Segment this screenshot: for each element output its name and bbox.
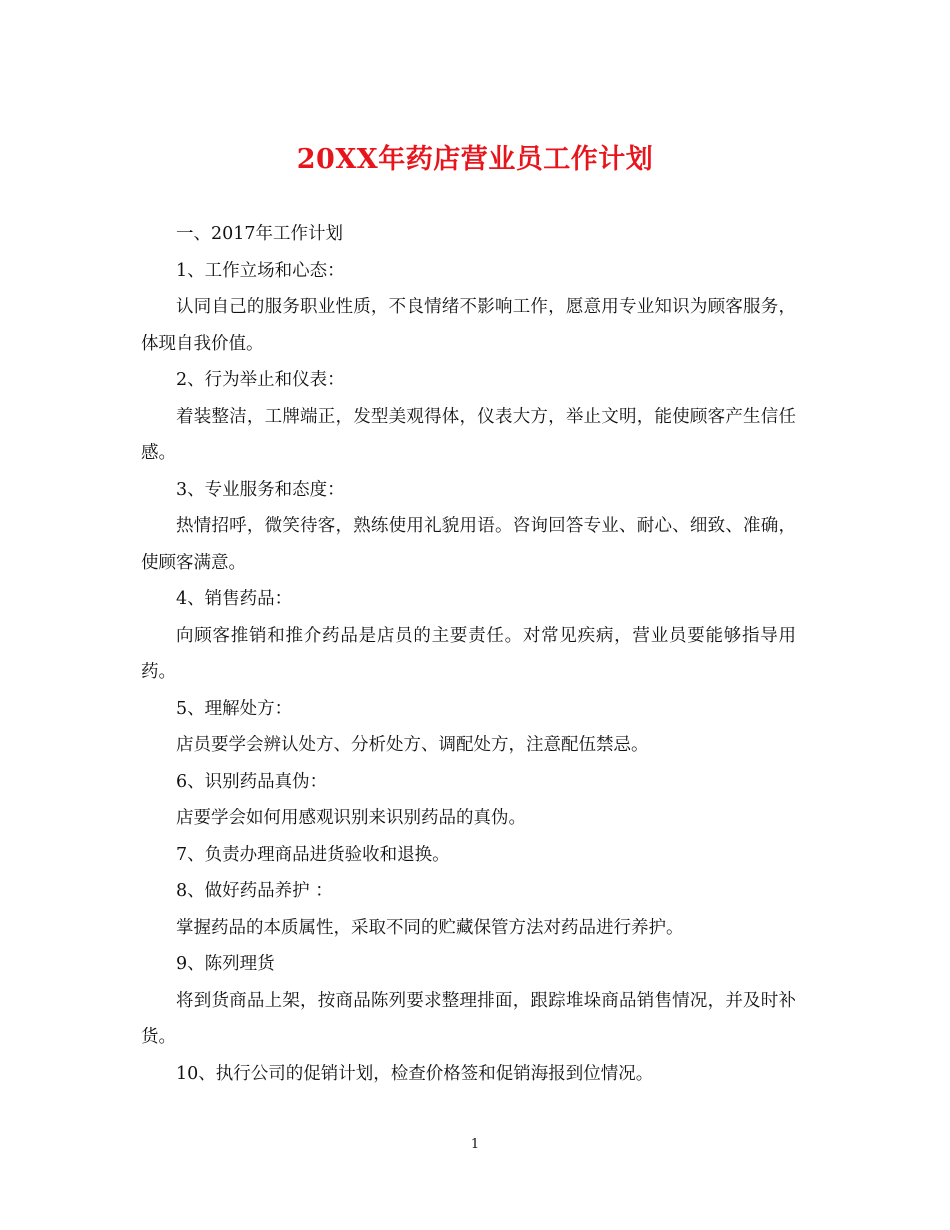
item-text: 热情招呼，微笑待客，熟练使用礼貌用语。咨询回答专业、耐心、细致、准确，使顾客满意。	[141, 516, 796, 573]
item-heading: 5、理解处方：	[176, 698, 293, 719]
item-heading: 9、陈列理货	[176, 954, 275, 974]
item-heading: 8、做好药品养护 ：	[176, 881, 333, 901]
item-heading: 7、负责办理商品进货验收和退换。	[176, 844, 450, 865]
page-number: 1	[470, 1137, 480, 1152]
document-body	[141, 216, 796, 1092]
item-heading: 3、专业服务和态度：	[176, 479, 345, 500]
item-text: 着装整洁，工牌端正，发型美观得体，仪表大方，举止文明，能使顾客产生信任感。	[141, 406, 796, 463]
item-heading: 1、工作立场和心态：	[176, 260, 345, 281]
item-heading: 4、销售药品：	[176, 589, 293, 609]
item-text: 将到货商品上架，按商品陈列要求整理排面，跟踪堆垛商品销售情况，并及时补货。	[141, 990, 796, 1047]
item-text: 店要学会如何用感观识别来识别药品的真伪。	[176, 808, 526, 828]
item-text: 店员要学会辨认处方、分析处方、调配处方，注意配伍禁忌。	[176, 735, 649, 755]
item-text: 认同自己的服务职业性质，不良情绪不影响工作，愿意用专业知识为顾客服务，体现自我价值。	[141, 297, 796, 354]
item-text: 掌握药品的本质属性，采取不同的贮藏保管方法对药品进行养护。	[176, 917, 684, 938]
item-heading: 2、行为举止和仪表：	[176, 370, 345, 390]
item-text: 向顾客推销和推介药品是店员的主要责任。对常见疾病，营业员要能够指导用药。	[141, 625, 796, 682]
section-heading: 一、2017年工作计划	[176, 224, 344, 244]
item-heading: 10、执行公司的促销计划，检查价格签和促销海报到位情况。	[176, 1063, 654, 1084]
document-title: 20XX年药店营业员工作计划	[296, 144, 654, 175]
item-heading: 6、识别药品真伪：	[176, 771, 328, 792]
